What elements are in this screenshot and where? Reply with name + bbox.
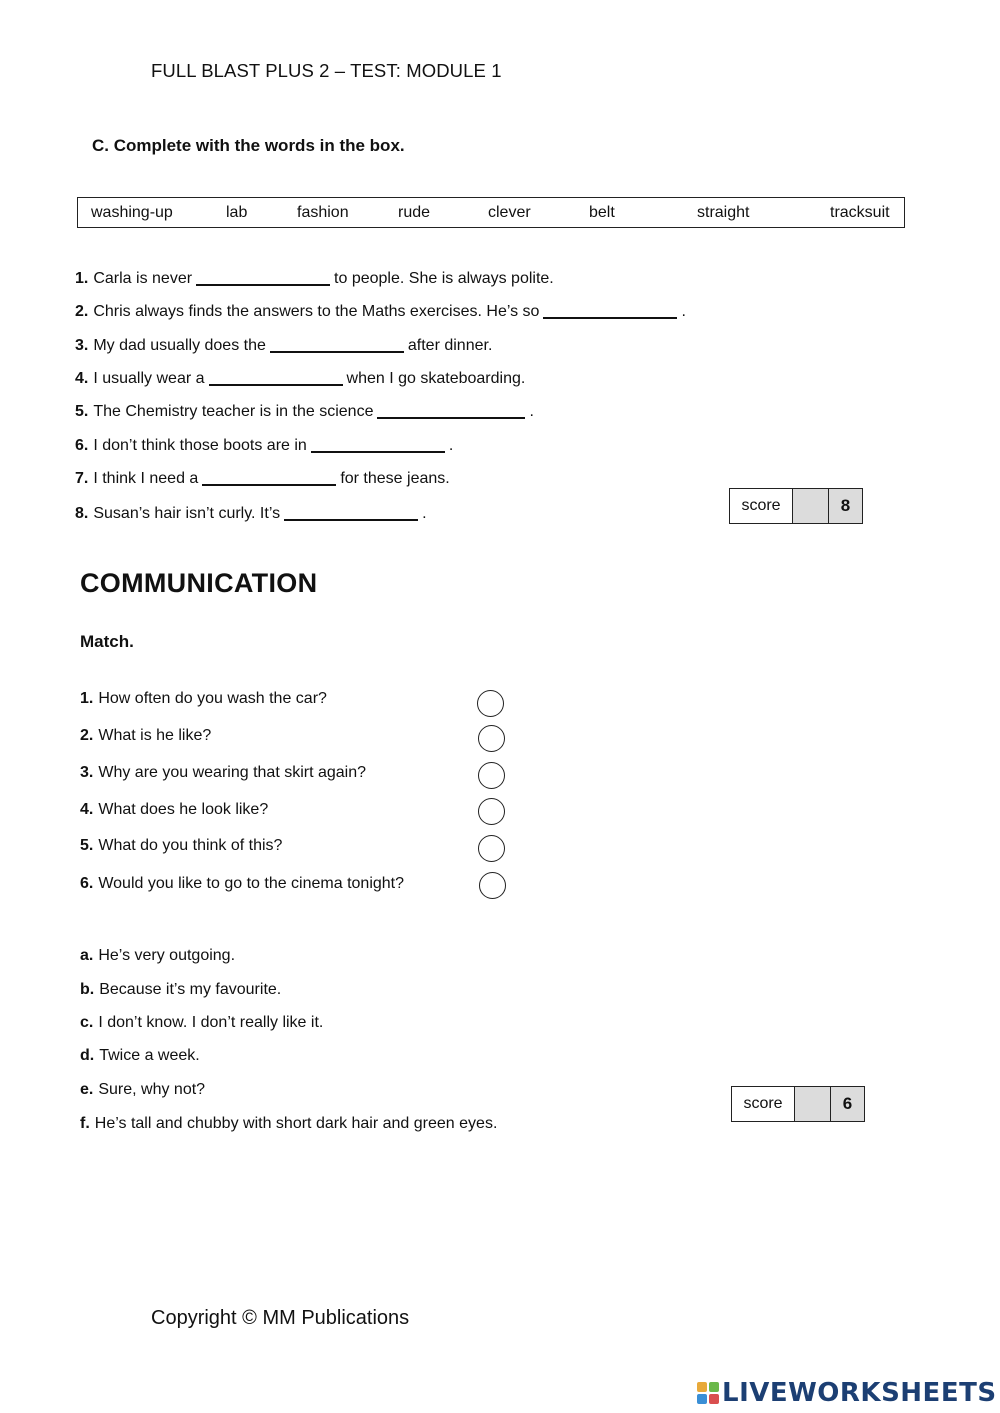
- word-box-item: rude: [398, 204, 431, 221]
- answer-letter: f.: [80, 1115, 90, 1132]
- answer-circle[interactable]: [477, 690, 504, 717]
- sentence-before: I don’t think those boots are in: [93, 437, 307, 454]
- question-number: 6.: [80, 875, 94, 892]
- question-item: [80, 801, 268, 819]
- answer-text: He’s very outgoing.: [98, 947, 236, 964]
- sentence-before: My dad usually does the: [93, 337, 266, 354]
- sentence-after: to people. She is always polite.: [334, 270, 554, 287]
- answer-option: [80, 1014, 323, 1032]
- sentence-item: [75, 470, 450, 488]
- sentence-number: 4.: [75, 370, 89, 387]
- answer-blank[interactable]: [543, 316, 677, 319]
- answer-letter: d.: [80, 1047, 95, 1064]
- score-box-communication: [731, 1086, 865, 1122]
- sentence-item: [75, 303, 686, 321]
- sentence-before: Susan’s hair isn’t curly. It’s: [93, 505, 281, 522]
- answer-blank[interactable]: [284, 518, 418, 521]
- answer-text: Because it’s my favourite.: [99, 981, 282, 998]
- worksheet-title: FULL BLAST PLUS 2 – TEST: MODULE 1: [151, 60, 502, 81]
- sentence-item: [75, 437, 453, 455]
- answer-option: [80, 1115, 497, 1133]
- sentence-before: I usually wear a: [93, 370, 205, 387]
- word-box-item: belt: [589, 204, 615, 221]
- score-total: 8: [829, 489, 862, 523]
- answer-blank[interactable]: [377, 416, 525, 419]
- answer-circle[interactable]: [478, 835, 505, 862]
- sentence-after: for these jeans.: [340, 470, 450, 487]
- question-number: 4.: [80, 801, 94, 818]
- match-instruction: Match.: [80, 632, 134, 651]
- answer-blank[interactable]: [196, 283, 330, 286]
- liveworksheets-brand: [697, 1378, 997, 1408]
- answer-circle[interactable]: [479, 872, 506, 899]
- sentence-item: [75, 270, 554, 288]
- question-item: [80, 875, 404, 893]
- score-label: score: [732, 1087, 795, 1121]
- answer-blank[interactable]: [202, 483, 336, 486]
- word-box-item: washing-up: [91, 204, 173, 221]
- answer-option: [80, 947, 235, 965]
- score-box-section-c: [729, 488, 863, 524]
- answer-letter: c.: [80, 1014, 94, 1031]
- question-text: What does he look like?: [98, 801, 269, 818]
- communication-heading: COMMUNICATION: [80, 568, 318, 598]
- liveworksheets-logo-icon: [697, 1382, 719, 1404]
- sentence-item: [75, 370, 525, 388]
- score-input-cell[interactable]: [793, 489, 829, 523]
- answer-text: Twice a week.: [99, 1047, 200, 1064]
- sentence-after: .: [448, 437, 454, 454]
- answer-letter: a.: [80, 947, 94, 964]
- sentence-after: .: [422, 505, 427, 522]
- sentence-number: 3.: [75, 337, 89, 354]
- answer-circle[interactable]: [478, 798, 505, 825]
- answer-blank[interactable]: [209, 383, 343, 386]
- answer-circle[interactable]: [478, 725, 505, 752]
- word-box: [77, 197, 905, 228]
- answer-letter: e.: [80, 1081, 94, 1098]
- answer-text: He’s tall and chubby with short dark hair and green eyes.: [94, 1115, 498, 1132]
- logo-square: [709, 1382, 719, 1392]
- question-item: [80, 690, 327, 708]
- sentence-after: after dinner.: [407, 337, 493, 354]
- answer-blank[interactable]: [270, 350, 404, 353]
- question-text: Why are you wearing that skirt again?: [98, 764, 367, 781]
- question-item: [80, 727, 211, 745]
- sentence-item: [75, 403, 534, 421]
- question-item: [80, 764, 366, 782]
- answer-letter: b.: [80, 981, 95, 998]
- sentence-before: I think I need a: [93, 470, 199, 487]
- answer-blank[interactable]: [311, 450, 445, 453]
- answer-circle[interactable]: [478, 762, 505, 789]
- score-input-cell[interactable]: [795, 1087, 831, 1121]
- sentence-number: 1.: [75, 270, 89, 287]
- sentence-item: [75, 505, 427, 523]
- question-text: What do you think of this?: [98, 837, 283, 854]
- question-item: [80, 837, 282, 855]
- question-text: How often do you wash the car?: [98, 690, 327, 707]
- score-label: score: [730, 489, 793, 523]
- question-text: Would you like to go to the cinema tonight?: [98, 875, 405, 892]
- answer-option: [80, 981, 281, 999]
- sentence-item: [75, 337, 492, 355]
- answer-text: Sure, why not?: [98, 1081, 206, 1098]
- logo-square: [697, 1382, 707, 1392]
- question-number: 2.: [80, 727, 94, 744]
- question-number: 1.: [80, 690, 94, 707]
- answer-text: I don’t know. I don’t really like it.: [98, 1014, 324, 1031]
- copyright-text: Copyright © MM Publications: [151, 1307, 410, 1329]
- sentence-after: .: [529, 403, 534, 420]
- sentence-number: 6.: [75, 437, 89, 454]
- word-box-item: lab: [226, 204, 248, 221]
- question-number: 5.: [80, 837, 94, 854]
- word-box-item: fashion: [297, 204, 349, 221]
- sentence-number: 8.: [75, 505, 89, 522]
- sentence-after: .: [681, 303, 686, 320]
- answer-option: [80, 1081, 205, 1099]
- sentence-before: The Chemistry teacher is in the science: [93, 403, 374, 420]
- section-c-instruction: C. Complete with the words in the box.: [92, 136, 405, 155]
- sentence-before: Chris always finds the answers to the Maths exercises. He’s so: [93, 303, 540, 320]
- sentence-before: Carla is never: [93, 270, 193, 287]
- word-box-item: clever: [488, 204, 531, 221]
- word-box-item: tracksuit: [830, 204, 890, 221]
- answer-option: [80, 1047, 200, 1065]
- sentence-after: when I go skateboarding.: [346, 370, 526, 387]
- sentence-number: 7.: [75, 470, 89, 487]
- question-number: 3.: [80, 764, 94, 781]
- logo-square: [697, 1394, 707, 1404]
- score-total: 6: [831, 1087, 864, 1121]
- brand-name: LIVEWORKSHEETS: [722, 1378, 997, 1408]
- sentence-number: 2.: [75, 303, 89, 320]
- question-text: What is he like?: [98, 727, 212, 744]
- logo-square: [709, 1394, 719, 1404]
- word-box-item: straight: [697, 204, 750, 221]
- sentence-number: 5.: [75, 403, 89, 420]
